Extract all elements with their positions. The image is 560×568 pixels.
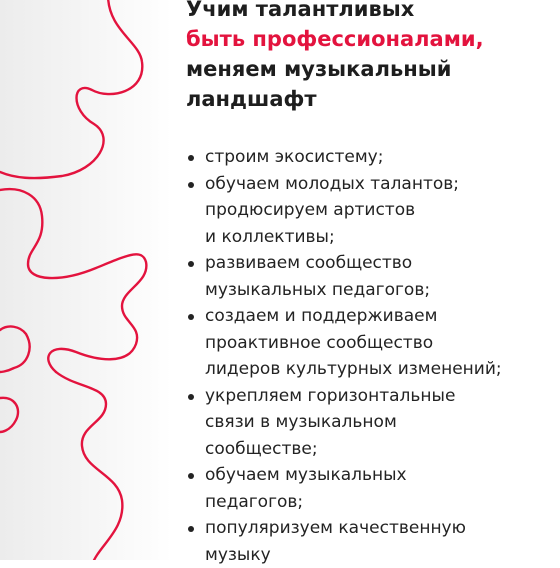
list-item: укрепляем горизонтальные связи в музыкальном сообществе; <box>186 383 556 463</box>
headline-line-3: меняем музыкальный <box>186 57 452 81</box>
headline-line-1: Учим талантливых <box>186 0 415 21</box>
headline <box>186 0 546 114</box>
list-item: обучаем молодых талантов; продюсируем артистов и коллективы; <box>186 171 556 251</box>
puzzle-outline-lower <box>0 327 30 372</box>
list-item: обучаем музыкальных педагогов; <box>186 462 556 515</box>
list-item: создаем и поддерживаем проактивное сообщество лидеров культурных изменений; <box>186 303 556 383</box>
list-item: развиваем сообщество музыкальных педагогов; <box>186 250 556 303</box>
puzzle-outline-middle <box>0 189 146 372</box>
headline-line-2-accent: быть профессионалами, <box>186 27 484 51</box>
puzzle-outline-left-tab <box>0 398 18 432</box>
mission-list <box>186 144 556 568</box>
headline-line-4: ландшафт <box>186 87 317 111</box>
puzzle-outline-main <box>0 0 142 178</box>
puzzle-outline-bottom <box>56 372 122 560</box>
list-item: популяризуем качественную музыку <box>186 515 556 568</box>
puzzle-decoration <box>0 0 180 560</box>
list-item: строим экосистему; <box>186 144 556 171</box>
